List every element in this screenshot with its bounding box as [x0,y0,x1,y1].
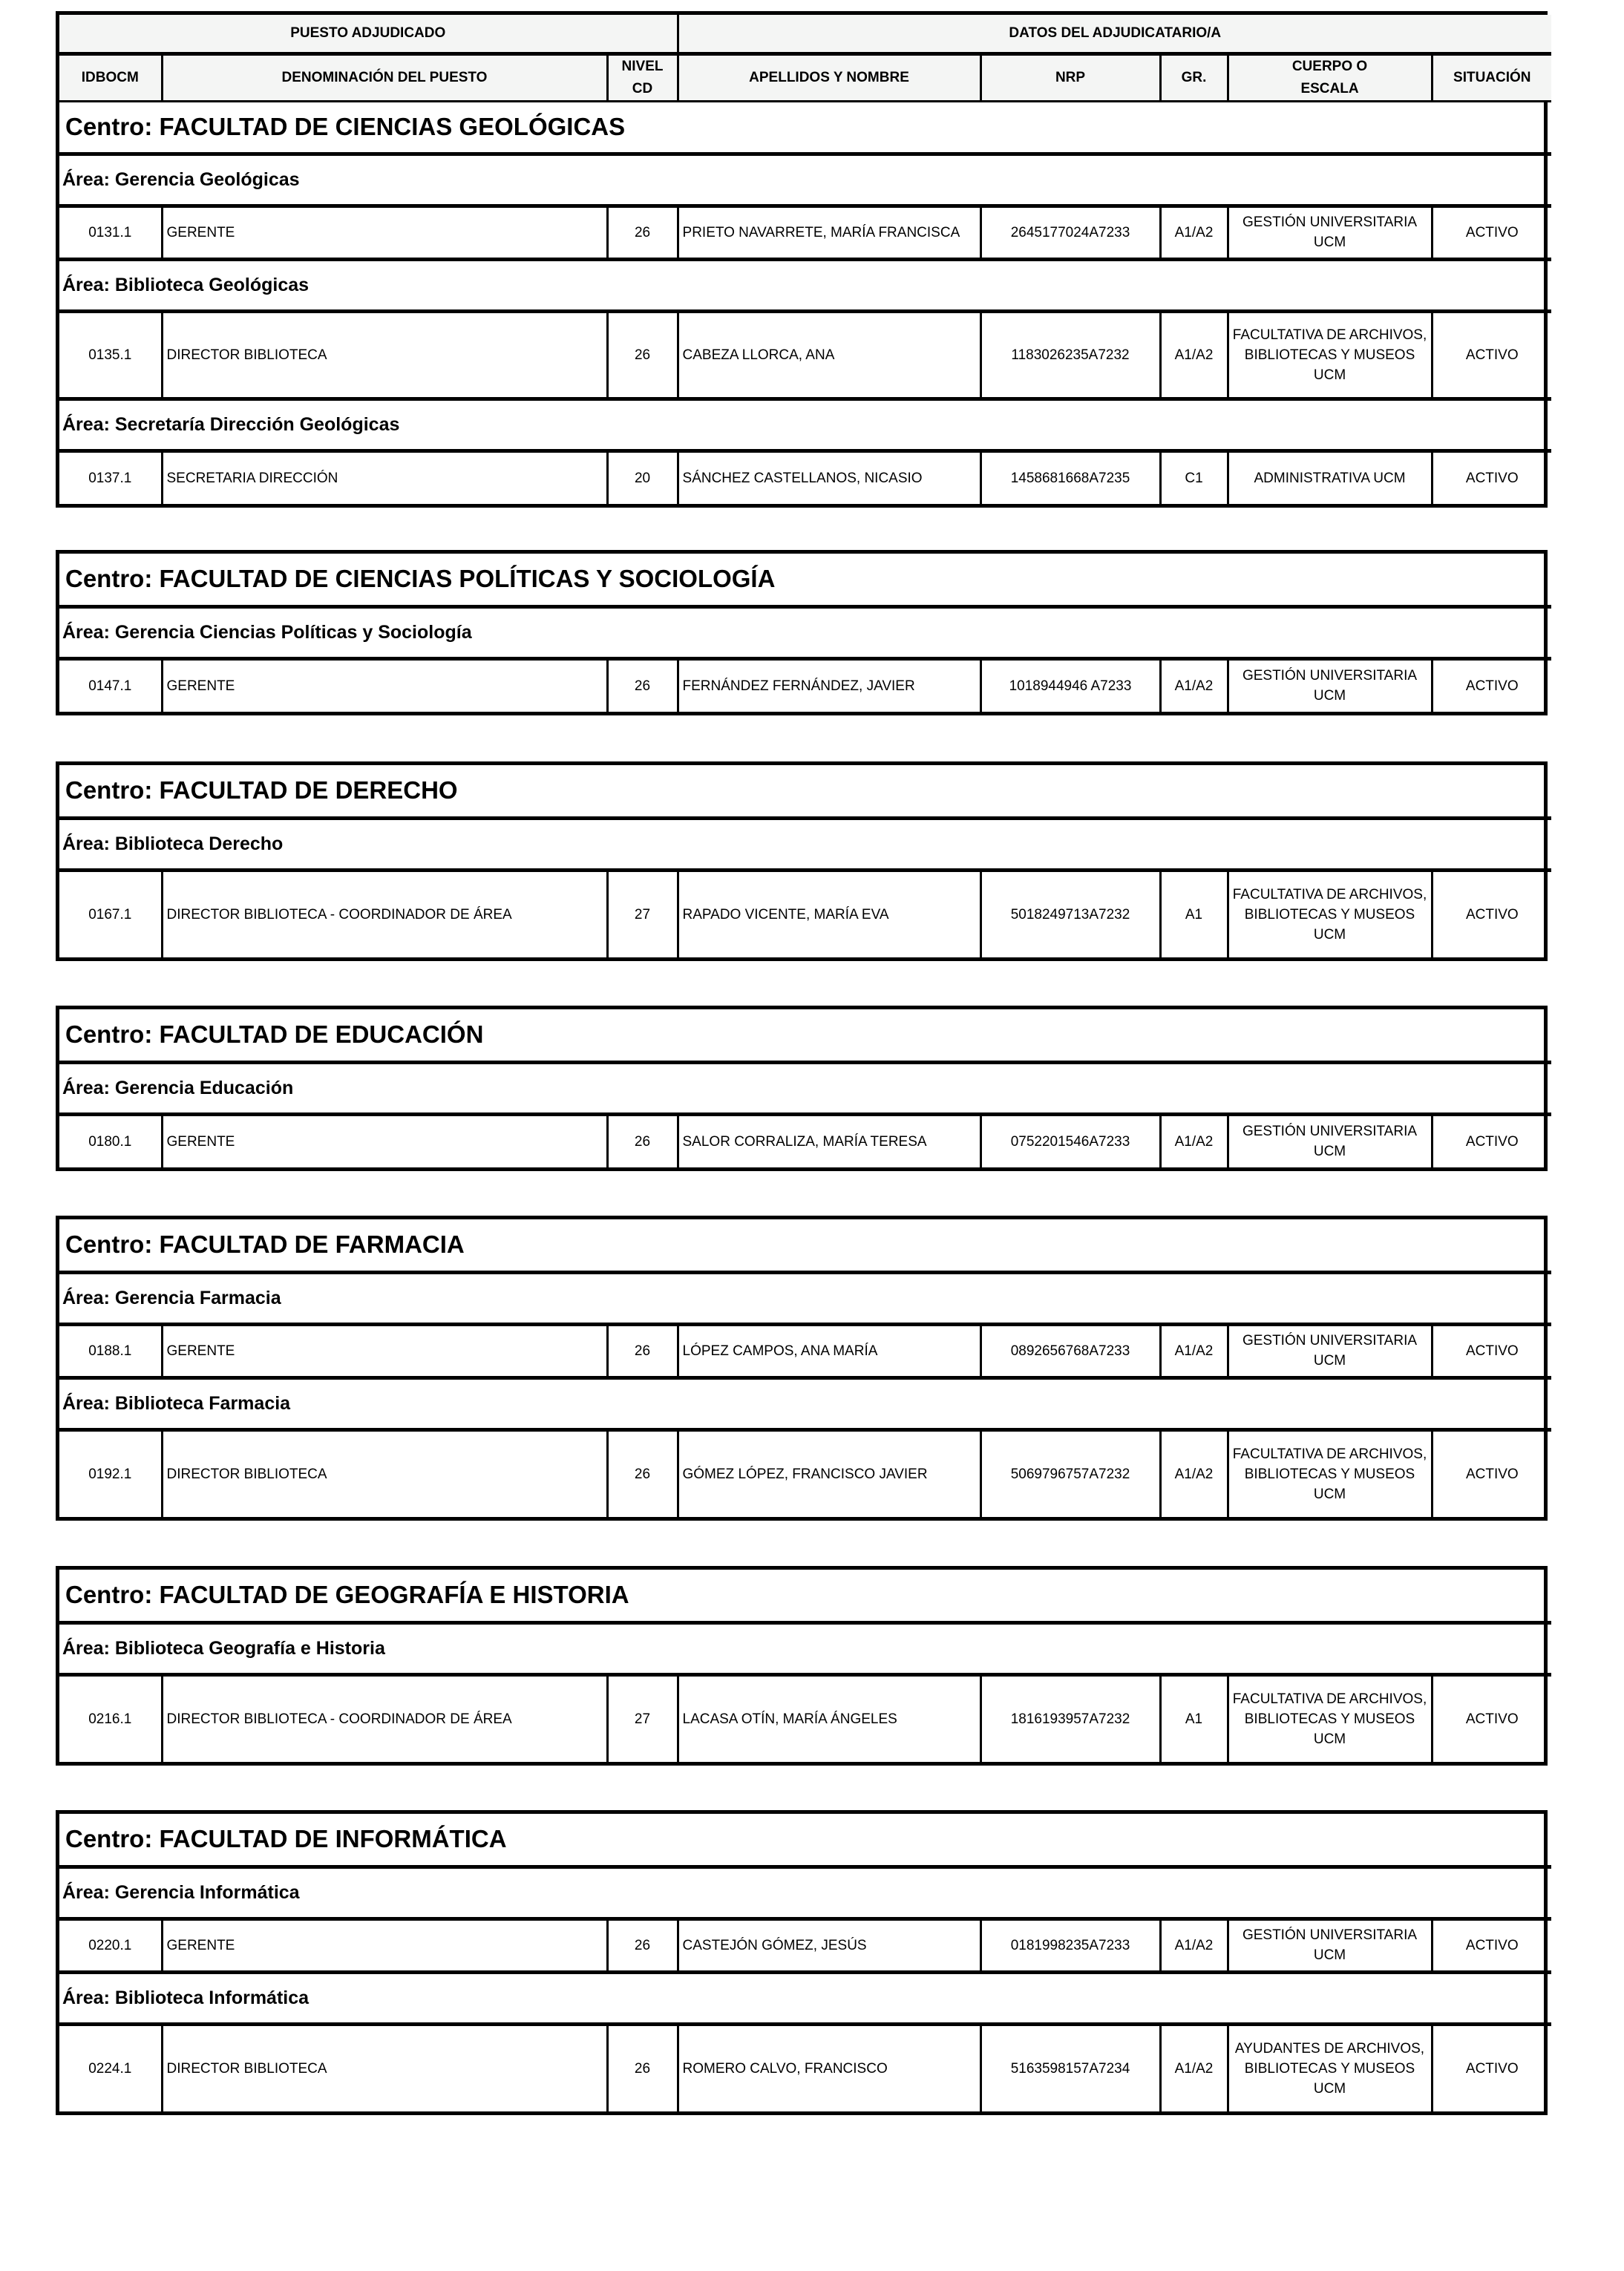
area-title: Área: Biblioteca Derecho [59,818,1551,870]
cell-puesto: GERENTE [162,1114,607,1167]
area-title: Área: Biblioteca Informática [59,1972,1551,2024]
assignments-table [59,1219,1551,1517]
cell-puesto: GERENTE [162,1324,607,1377]
cell-puesto: DIRECTOR BIBLIOTECA [162,311,607,399]
cell-grupo: A1/A2 [1160,311,1228,399]
centro-title-row [59,101,1551,154]
centro-title: Centro: FACULTAD DE FARMACIA [59,1219,1551,1272]
area-title: Área: Biblioteca Farmacia [59,1377,1551,1429]
cell-idbocm: 0137.1 [59,450,162,504]
col-header-cuerpo [1228,53,1432,101]
centro-block-politicas [56,550,1548,715]
table-row [59,1918,1551,1972]
cell-grupo: A1/A2 [1160,1324,1228,1377]
col-header-situacion: SITUACIÓN [1432,53,1551,101]
cell-idbocm: 0167.1 [59,870,162,957]
area-title: Área: Biblioteca Geografía e Historia [59,1622,1551,1674]
cell-cuerpo: FACULTATIVA DE ARCHIVOS, BIBLIOTECAS Y MUSEOS UCM [1228,1674,1432,1762]
centro-title: Centro: FACULTAD DE DERECHO [59,765,1551,818]
cell-nivel: 20 [607,450,678,504]
assignments-table [59,1009,1551,1167]
cell-cuerpo: ADMINISTRATIVA UCM [1228,450,1432,504]
assignments-table [59,1570,1551,1762]
cell-situacion: ACTIVO [1432,311,1551,399]
area-title-row [59,259,1551,311]
cell-grupo: A1/A2 [1160,658,1228,712]
cell-cuerpo: GESTIÓN UNIVERSITARIA UCM [1228,1114,1432,1167]
col-header-denominacion: DENOMINACIÓN DEL PUESTO [162,53,607,101]
cell-situacion: ACTIVO [1432,1674,1551,1762]
col-header-cuerpo-line2: ESCALA [1300,80,1359,96]
cell-cuerpo: FACULTATIVA DE ARCHIVOS, BIBLIOTECAS Y MUSEOS UCM [1228,1429,1432,1517]
cell-nrp: 5163598157A7234 [980,2024,1160,2111]
table-row [59,870,1551,957]
cell-grupo: A1 [1160,1674,1228,1762]
centro-title: Centro: FACULTAD DE EDUCACIÓN [59,1009,1551,1062]
cell-nombre: CASTEJÓN GÓMEZ, JESÚS [678,1918,980,1972]
cell-cuerpo: GESTIÓN UNIVERSITARIA UCM [1228,658,1432,712]
cell-situacion: ACTIVO [1432,658,1551,712]
cell-grupo: A1/A2 [1160,1114,1228,1167]
cell-puesto: GERENTE [162,206,607,259]
col-header-nivel-line2: CD [632,80,653,96]
cell-cuerpo: GESTIÓN UNIVERSITARIA UCM [1228,1324,1432,1377]
centro-block-geologicas [56,11,1548,508]
cell-idbocm: 0147.1 [59,658,162,712]
centro-block-geografia [56,1566,1548,1766]
centro-block-derecho [56,761,1548,961]
assignments-table [59,15,1551,504]
centro-title-row [59,1570,1551,1622]
cell-nivel: 26 [607,1324,678,1377]
cell-puesto: DIRECTOR BIBLIOTECA [162,2024,607,2111]
centro-title: Centro: FACULTAD DE GEOGRAFÍA E HISTORIA [59,1570,1551,1622]
cell-cuerpo: AYUDANTES DE ARCHIVOS, BIBLIOTECAS Y MUSEOS UCM [1228,2024,1432,2111]
cell-puesto: GERENTE [162,1918,607,1972]
table-row [59,658,1551,712]
cell-situacion: ACTIVO [1432,870,1551,957]
area-title: Área: Gerencia Informática [59,1867,1551,1918]
cell-grupo: A1/A2 [1160,2024,1228,2111]
col-header-nivel [607,53,678,101]
cell-idbocm: 0192.1 [59,1429,162,1517]
centro-block-educacion [56,1006,1548,1171]
table-row [59,1324,1551,1377]
cell-situacion: ACTIVO [1432,450,1551,504]
centro-title-row [59,1009,1551,1062]
cell-nombre: FERNÁNDEZ FERNÁNDEZ, JAVIER [678,658,980,712]
area-title: Área: Gerencia Ciencias Políticas y Sociología [59,606,1551,658]
table-row [59,1674,1551,1762]
header-datos-adjudicatario: DATOS DEL ADJUDICATARIO/A [678,15,1551,53]
cell-idbocm: 0188.1 [59,1324,162,1377]
centro-title: Centro: FACULTAD DE INFORMÁTICA [59,1814,1551,1867]
centro-title: Centro: FACULTAD DE CIENCIAS GEOLÓGICAS [59,101,1551,154]
cell-nivel: 26 [607,1114,678,1167]
cell-situacion: ACTIVO [1432,2024,1551,2111]
cell-puesto: DIRECTOR BIBLIOTECA - COORDINADOR DE ÁREA [162,870,607,957]
cell-idbocm: 0216.1 [59,1674,162,1762]
cell-nombre: LACASA OTÍN, MARÍA ÁNGELES [678,1674,980,1762]
table-row [59,1114,1551,1167]
centro-block-farmacia [56,1216,1548,1521]
cell-grupo: C1 [1160,450,1228,504]
area-title-row [59,818,1551,870]
table-row [59,311,1551,399]
cell-idbocm: 0220.1 [59,1918,162,1972]
col-header-nombre: APELLIDOS Y NOMBRE [678,53,980,101]
cell-puesto: DIRECTOR BIBLIOTECA - COORDINADOR DE ÁREA [162,1674,607,1762]
cell-idbocm: 0180.1 [59,1114,162,1167]
cell-situacion: ACTIVO [1432,1324,1551,1377]
table-row [59,2024,1551,2111]
cell-nombre: GÓMEZ LÓPEZ, FRANCISCO JAVIER [678,1429,980,1517]
centro-title-row [59,1814,1551,1867]
cell-nrp: 5069796757A7232 [980,1429,1160,1517]
cell-nrp: 1458681668A7235 [980,450,1160,504]
area-title: Área: Gerencia Geológicas [59,154,1551,206]
header-puesto-adjudicado: PUESTO ADJUDICADO [59,15,678,53]
col-header-nivel-line1: NIVEL [621,58,664,74]
cell-nrp: 1816193957A7232 [980,1674,1160,1762]
cell-cuerpo: GESTIÓN UNIVERSITARIA UCM [1228,1918,1432,1972]
cell-nombre: LÓPEZ CAMPOS, ANA MARÍA [678,1324,980,1377]
cell-grupo: A1/A2 [1160,1429,1228,1517]
cell-nrp: 0892656768A7233 [980,1324,1160,1377]
cell-nivel: 26 [607,658,678,712]
cell-nrp: 5018249713A7232 [980,870,1160,957]
area-title-row [59,1972,1551,2024]
centro-block-informatica [56,1810,1548,2115]
cell-grupo: A1/A2 [1160,1918,1228,1972]
cell-cuerpo: FACULTATIVA DE ARCHIVOS, BIBLIOTECAS Y MUSEOS UCM [1228,870,1432,957]
col-header-grupo: GR. [1160,53,1228,101]
col-header-nrp: NRP [980,53,1160,101]
assignments-table [59,554,1551,712]
cell-grupo: A1 [1160,870,1228,957]
table-row [59,450,1551,504]
col-header-cuerpo-line1: CUERPO O [1291,58,1368,74]
cell-situacion: ACTIVO [1432,1114,1551,1167]
col-header-idbocm: IDBOCM [59,53,162,101]
cell-nivel: 26 [607,2024,678,2111]
area-title-row [59,154,1551,206]
area-title: Área: Biblioteca Geológicas [59,259,1551,311]
cell-nivel: 26 [607,311,678,399]
cell-nrp: 2645177024A7233 [980,206,1160,259]
cell-nombre: RAPADO VICENTE, MARÍA EVA [678,870,980,957]
area-title-row [59,399,1551,450]
centro-title-row [59,554,1551,606]
area-title-row [59,606,1551,658]
table-row [59,206,1551,259]
centro-title: Centro: FACULTAD DE CIENCIAS POLÍTICAS Y SOCIOLOGÍA [59,554,1551,606]
cell-nrp: 0181998235A7233 [980,1918,1160,1972]
cell-situacion: ACTIVO [1432,206,1551,259]
cell-idbocm: 0135.1 [59,311,162,399]
cell-nombre: PRIETO NAVARRETE, MARÍA FRANCISCA [678,206,980,259]
cell-nivel: 26 [607,206,678,259]
cell-nombre: SÁNCHEZ CASTELLANOS, NICASIO [678,450,980,504]
cell-idbocm: 0131.1 [59,206,162,259]
centro-title-row [59,1219,1551,1272]
cell-nrp: 1018944946 A7233 [980,658,1160,712]
centro-title-row [59,765,1551,818]
cell-cuerpo: FACULTATIVA DE ARCHIVOS, BIBLIOTECAS Y MUSEOS UCM [1228,311,1432,399]
cell-nivel: 26 [607,1429,678,1517]
assignments-table [59,1814,1551,2111]
area-title-row [59,1867,1551,1918]
area-title-row [59,1062,1551,1114]
cell-puesto: DIRECTOR BIBLIOTECA [162,1429,607,1517]
assignments-table [59,765,1551,957]
cell-cuerpo: GESTIÓN UNIVERSITARIA UCM [1228,206,1432,259]
cell-situacion: ACTIVO [1432,1918,1551,1972]
cell-nivel: 27 [607,870,678,957]
cell-puesto: GERENTE [162,658,607,712]
area-title-row [59,1377,1551,1429]
table-row [59,1429,1551,1517]
cell-nrp: 1183026235A7232 [980,311,1160,399]
cell-nombre: SALOR CORRALIZA, MARÍA TERESA [678,1114,980,1167]
area-title: Área: Secretaría Dirección Geológicas [59,399,1551,450]
header-group-row [59,15,1551,53]
cell-idbocm: 0224.1 [59,2024,162,2111]
cell-nivel: 26 [607,1918,678,1972]
cell-nrp: 0752201546A7233 [980,1114,1160,1167]
cell-nombre: CABEZA LLORCA, ANA [678,311,980,399]
area-title: Área: Gerencia Educación [59,1062,1551,1114]
area-title: Área: Gerencia Farmacia [59,1272,1551,1324]
cell-nombre: ROMERO CALVO, FRANCISCO [678,2024,980,2111]
area-title-row [59,1272,1551,1324]
cell-grupo: A1/A2 [1160,206,1228,259]
cell-nivel: 27 [607,1674,678,1762]
header-columns-row [59,53,1551,101]
cell-situacion: ACTIVO [1432,1429,1551,1517]
cell-puesto: SECRETARIA DIRECCIÓN [162,450,607,504]
area-title-row [59,1622,1551,1674]
